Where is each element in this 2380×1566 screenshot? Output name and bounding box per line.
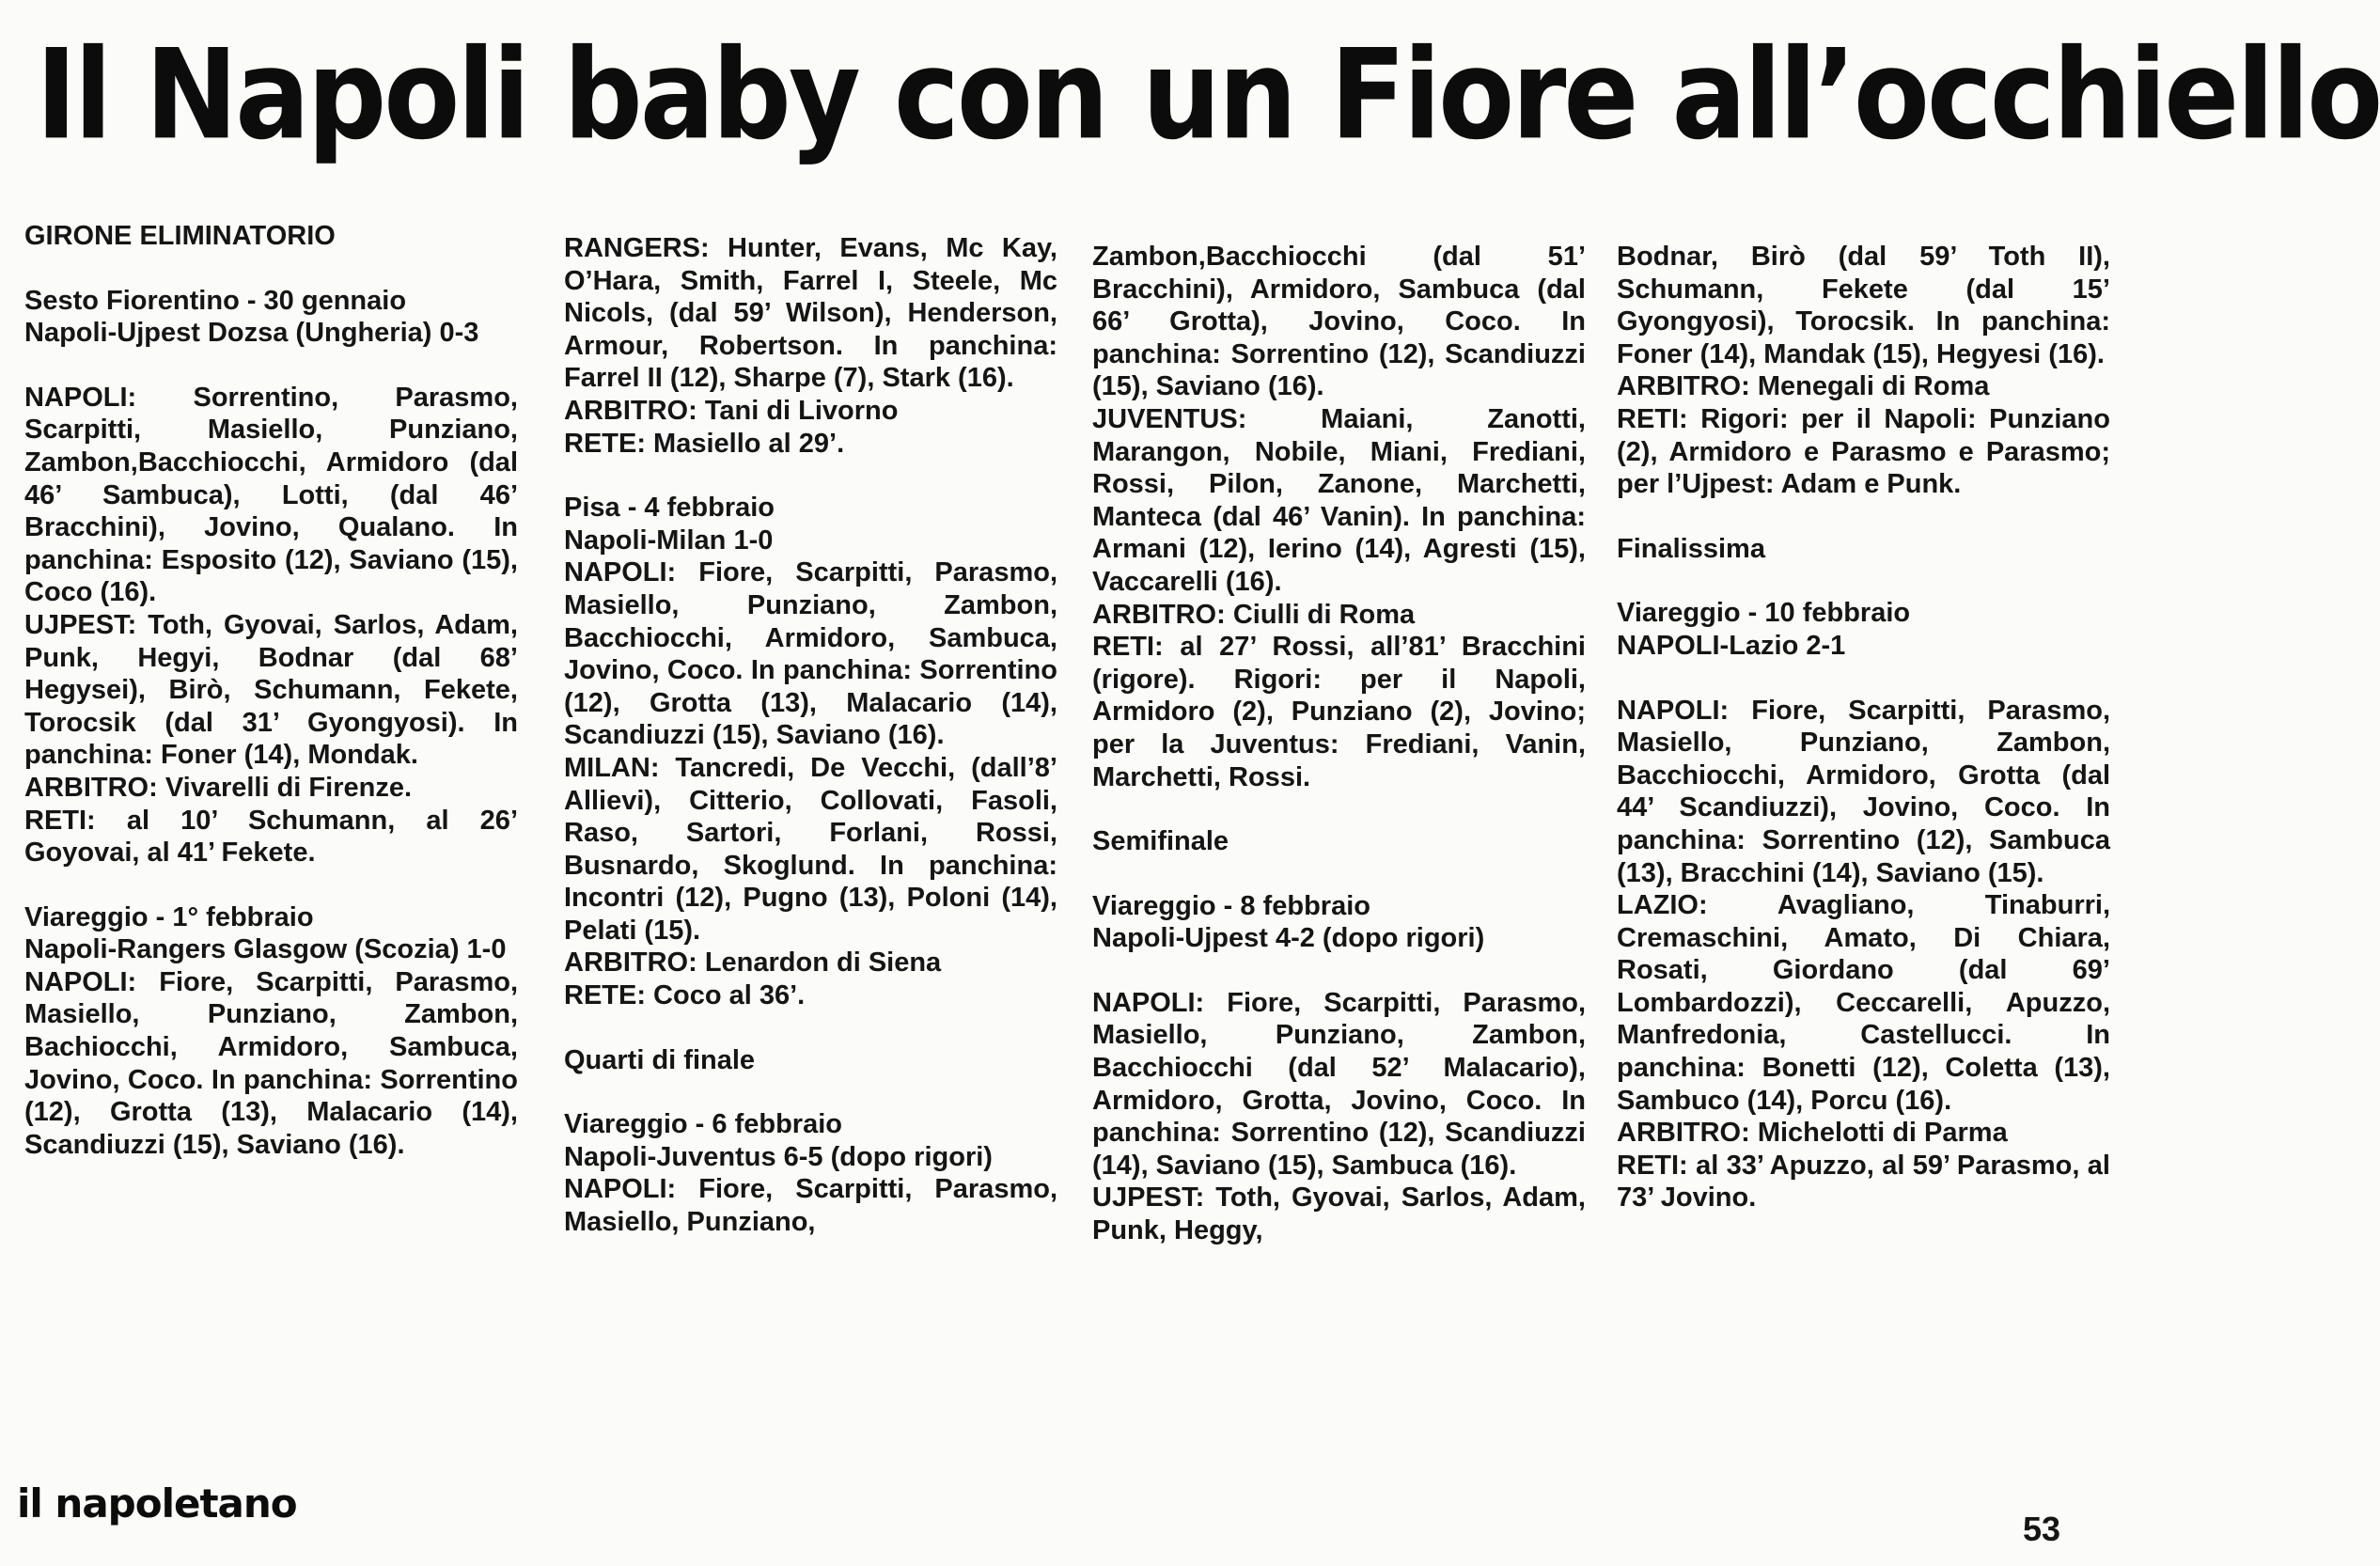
- text-block: NAPOLI: Fiore, Scarpitti, Parasmo, Masiello, Punziano, Zambon, Bacchiocchi, Armidoro, Sambuca, Jovino, Coco. In panchina: Sorrentino (12), Grotta (13), Malacario (14), Scandiuzzi (15), Saviano (16).: [564, 557, 1057, 751]
- text-block: RANGERS: Hunter, Evans, Mc Kay, O’Hara, Smith, Farrel I, Steele, Mc Nicols, (dal 59’ Wilson), Henderson, Armour, Robertson. In panchina: Farrel II (12), Sharpe (7), Stark (16).: [564, 233, 1057, 394]
- text-block: Viareggio - 1° febbraio: [24, 901, 314, 932]
- text-block: Sesto Fiorentino - 30 gennaio: [24, 285, 407, 316]
- text-column-3: [1092, 241, 1586, 1247]
- text-block: ARBITRO: Ciulli di Roma: [1092, 599, 1416, 630]
- text-block: RETI: al 33’ Apuzzo, al 59’ Parasmo, al 73’ Jovino.: [1617, 1150, 2110, 1214]
- text-block: LAZIO: Avagliano, Tinaburri, Cremaschini, Amato, Di Chiara, Rosati, Giordano (dal 69’ Lombardozzi), Ceccarelli, Apuzzo, Manfredonia, Castellucci. In panchina: Bonetti (12), Coletta (13), Sambuco (14), Porcu (16).: [1617, 890, 2110, 1116]
- text-block: Napoli-Juventus 6-5 (dopo rigori): [564, 1141, 993, 1172]
- text-block: Zambon,Bacchiocchi (dal 51’ Bracchini), Armidoro, Sambuca (dal 66’ Grotta), Jovino, Coco. In panchina: Sorrentino (12), Scandiuzzi (15), Saviano (16).: [1092, 242, 1586, 402]
- text-block: NAPOLI-Lazio 2-1: [1617, 630, 1846, 661]
- text-block: NAPOLI: Fiore, Scarpitti, Parasmo, Masiello, Punziano,: [564, 1174, 1057, 1238]
- text-column-2: [564, 232, 1057, 1239]
- text-block: RETE: Coco al 36’.: [564, 980, 806, 1011]
- text-block: NAPOLI: Fiore, Scarpitti, Parasmo, Masiello, Punziano, Zambon, Bachiocchi, Armidoro, Sambuca, Jovino, Coco. In panchina: Sorrentino (12), Grotta (13), Malacario (14), Scandiuzzi (15), Saviano (16).: [24, 966, 518, 1160]
- text-block: NAPOLI: Fiore, Scarpitti, Parasmo, Masiello, Punziano, Zambon, Bacchiocchi, Armidoro, Grotta (dal 44’ Scandiuzzi), Jovino, Coco. In panchina: Sorrentino (12), Sambuca (13), Bracchini (14), Saviano (15).: [1617, 695, 2110, 888]
- text-block: ARBITRO: Vivarelli di Firenze.: [24, 772, 413, 803]
- text-block: NAPOLI: Fiore, Scarpitti, Parasmo, Masiello, Punziano, Zambon, Bacchiocchi (dal 52’ Malacario), Armidoro, Grotta, Jovino, Coco. In panchina: Sorrentino (12), Scandiuzzi (14), Saviano (15), Sambuca (16).: [1092, 987, 1586, 1181]
- article-title: Il Napoli baby con un Fiore all’occhiello: [36, 22, 2380, 167]
- paragraph-gap: [1617, 663, 2110, 695]
- text-block: JUVENTUS: Maiani, Zanotti, Marangon, Nobile, Miani, Frediani, Rossi, Pilon, Zanone, Marchetti, Manteca (dal 46’ Vanin). In panchina: Armani (12), Ierino (14), Agresti (15), Vaccarelli (16).: [1092, 403, 1586, 597]
- text-block: Pisa - 4 febbraio: [564, 493, 775, 524]
- text-block: NAPOLI: Sorrentino, Parasmo, Scarpitti, Masiello, Punziano, Zambon,Bacchiocchi, Armidoro (dal 46’ Sambuca), Lotti, (dal 46’ Bracchini), Jovino, Qualano. In panchina: Esposito (12), Saviano (15), Coco (16).: [24, 382, 518, 608]
- text-block: Napoli-Ujpest Dozsa (Ungheria) 0-3: [24, 318, 479, 349]
- text-block: Viareggio - 6 febbraio: [564, 1109, 842, 1140]
- text-block: Napoli-Rangers Glasgow (Scozia) 1-0: [24, 934, 507, 965]
- paragraph-gap: [1092, 858, 1586, 890]
- text-block: ARBITRO: Menegali di Roma: [1617, 371, 1990, 402]
- text-block: ARBITRO: Tani di Livorno: [564, 395, 899, 426]
- text-block: Finalissima: [1617, 533, 1765, 564]
- paragraph-gap: [24, 253, 518, 285]
- text-block: Semifinale: [1092, 826, 1229, 857]
- page-number: 53: [2023, 1510, 2061, 1548]
- text-block: Napoli-Ujpest 4-2 (dopo rigori): [1092, 923, 1485, 954]
- paragraph-gap: [564, 1012, 1057, 1044]
- text-block: Bodnar, Birò (dal 59’ Toth II), Schumann, Fekete (dal 15’ Gyongyosi), Torocsik. In panchina: Foner (14), Mandak (15), Hegyesi (16).: [1617, 242, 2110, 369]
- paragraph-gap: [564, 460, 1057, 492]
- text-block: RETI: al 10’ Schumann, al 26’ Goyovai, al 41’ Fekete.: [24, 805, 518, 869]
- text-block: Quarti di finale: [564, 1044, 756, 1075]
- text-column-1: [24, 220, 518, 1161]
- paragraph-gap: [1092, 793, 1586, 825]
- paragraph-gap: [564, 1076, 1057, 1108]
- text-block: Viareggio - 10 febbraio: [1617, 598, 1911, 629]
- text-column-4: [1617, 241, 2110, 1214]
- text-block: UJPEST: Toth, Gyovai, Sarlos, Adam, Punk, Hegyi, Bodnar (dal 68’ Hegysei), Birò, Schumann, Fekete, Torocsik (dal 31’ Gyongyosi). In panchina: Foner (14), Mondak.: [24, 609, 518, 771]
- text-block: Viareggio - 8 febbraio: [1092, 890, 1370, 921]
- publication-logo: il napoletano: [17, 1480, 297, 1527]
- text-block: ARBITRO: Michelotti di Parma: [1617, 1118, 2008, 1149]
- text-block: UJPEST: Toth, Gyovai, Sarlos, Adam, Punk, Heggy,: [1092, 1182, 1586, 1246]
- paragraph-gap: [24, 350, 518, 382]
- text-block: ARBITRO: Lenardon di Siena: [564, 947, 942, 979]
- text-block: Napoli-Milan 1-0: [564, 525, 774, 556]
- text-block: GIRONE ELIMINATORIO: [24, 221, 336, 251]
- paragraph-gap: [1617, 565, 2110, 597]
- text-block: RETI: Rigori: per il Napoli: Punziano (2), Armidoro e Parasmo e Parasmo; per l’Ujpest: Adam e Punk.: [1617, 403, 2110, 500]
- text-block: RETE: Masiello al 29’.: [564, 428, 845, 459]
- paragraph-gap: [24, 869, 518, 901]
- paragraph-gap: [1092, 955, 1586, 987]
- text-block: MILAN: Tancredi, De Vecchi, (dall’8’ Allievi), Citterio, Collovati, Fasoli, Raso, Sartori, Forlani, Rossi, Busnardo, Skoglund. In panchina: Incontri (12), Pugno (13), Poloni (14), Pelati (15).: [564, 752, 1057, 946]
- paragraph-gap: [1617, 501, 2110, 533]
- text-block: RETI: al 27’ Rossi, all’81’ Bracchini (rigore). Rigori: per il Napoli, Armidoro (2), Punziano (2), Jovino; per la Juventus: Frediani, Vanin, Marchetti, Rossi.: [1092, 632, 1586, 792]
